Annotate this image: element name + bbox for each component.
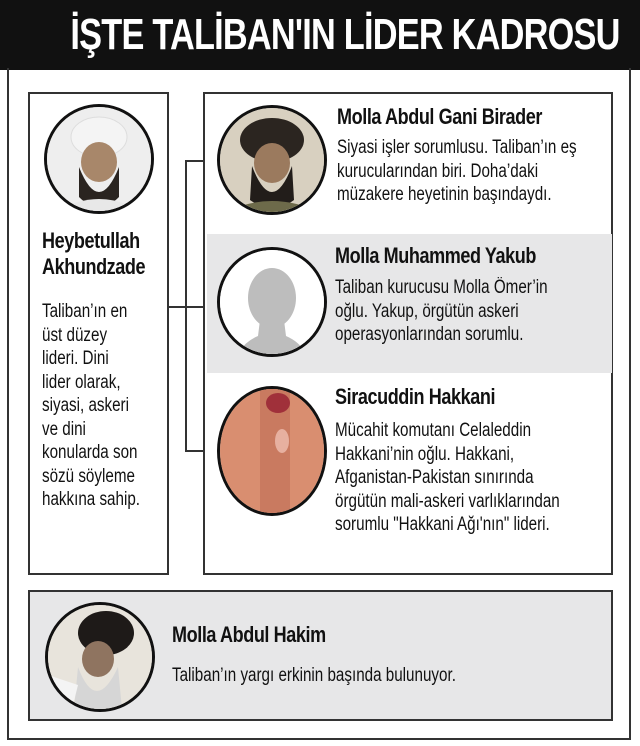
desc-line: Taliban’ın en xyxy=(42,301,128,322)
member-portrait xyxy=(217,386,327,516)
member-name: Molla Abdul Gani Birader xyxy=(337,104,542,129)
desc-line: konularda son xyxy=(42,442,138,463)
member-portrait xyxy=(217,105,327,215)
connector-member-1 xyxy=(185,160,204,162)
desc-line: ve dini xyxy=(42,418,86,440)
members-card xyxy=(203,92,613,575)
desc-line: hakkına sahip. xyxy=(42,489,141,510)
desc-line: Mücahit komutanı Celaleddin xyxy=(335,420,532,441)
member-description xyxy=(335,276,548,347)
desc-line: oğlu. Yakup, örgütün askeri xyxy=(335,300,519,322)
desc-line: lideri. Dini xyxy=(42,348,109,369)
member-description: Taliban’ın yargı erkinin başında bulunuyor. xyxy=(172,665,456,686)
leader-card xyxy=(28,92,169,575)
desc-line: sorumlu "Hakkani Ağı'nın" lideri. xyxy=(335,514,550,535)
member-description xyxy=(335,419,560,537)
leader-description xyxy=(42,300,140,512)
member-name: Molla Abdul Hakim xyxy=(172,622,326,647)
desc-line: lider olarak, xyxy=(42,371,121,393)
desc-line: üst düzey xyxy=(42,324,108,346)
member-row-1 xyxy=(207,94,612,234)
desc-line: siyasi, askeri xyxy=(42,395,129,416)
leader-portrait xyxy=(44,104,154,214)
desc-line: sözü söyleme xyxy=(42,465,135,487)
connector-member-3 xyxy=(185,450,204,452)
desc-line: operasyonlarından sorumlu. xyxy=(335,324,524,345)
bottom-member-card xyxy=(28,590,613,721)
desc-line: Siyasi işler sorumlusu. Taliban’ın eş xyxy=(337,137,577,158)
person-photo-icon xyxy=(47,107,151,211)
page-title: İŞTE TALİBAN'IN LİDER KADROSU xyxy=(70,10,620,59)
leader-name xyxy=(42,228,145,280)
desc-line: Taliban kurucusu Molla Ömer’in xyxy=(335,277,548,298)
member-portrait xyxy=(217,247,327,357)
desc-line: müzakere heyetinin başındaydı. xyxy=(337,184,552,205)
connector-member-2 xyxy=(185,306,204,308)
leader-name-line: Heybetullah xyxy=(42,228,140,253)
connector-vertical xyxy=(185,160,187,450)
member-row-2 xyxy=(207,234,612,373)
member-portrait xyxy=(45,602,155,712)
person-photo-icon xyxy=(220,108,324,212)
desc-line: örgütün mali-askeri varlıklarından xyxy=(335,490,560,512)
leader-name-line: Akhundzade xyxy=(42,254,146,279)
member-row-3 xyxy=(207,373,612,573)
person-photo-icon xyxy=(48,605,152,709)
member-name: Molla Muhammed Yakub xyxy=(335,243,536,268)
member-description xyxy=(337,136,577,207)
desc-line: kurucularından biri. Doha’daki xyxy=(337,160,539,182)
desc-line: Afganistan-Pakistan sınırında xyxy=(335,467,534,488)
silhouette-icon xyxy=(220,250,324,354)
person-photo-icon xyxy=(220,389,324,513)
title-bar xyxy=(0,0,640,70)
desc-line: Hakkani’nin oğlu. Hakkani, xyxy=(335,443,515,465)
member-name: Siracuddin Hakkani xyxy=(335,384,496,409)
